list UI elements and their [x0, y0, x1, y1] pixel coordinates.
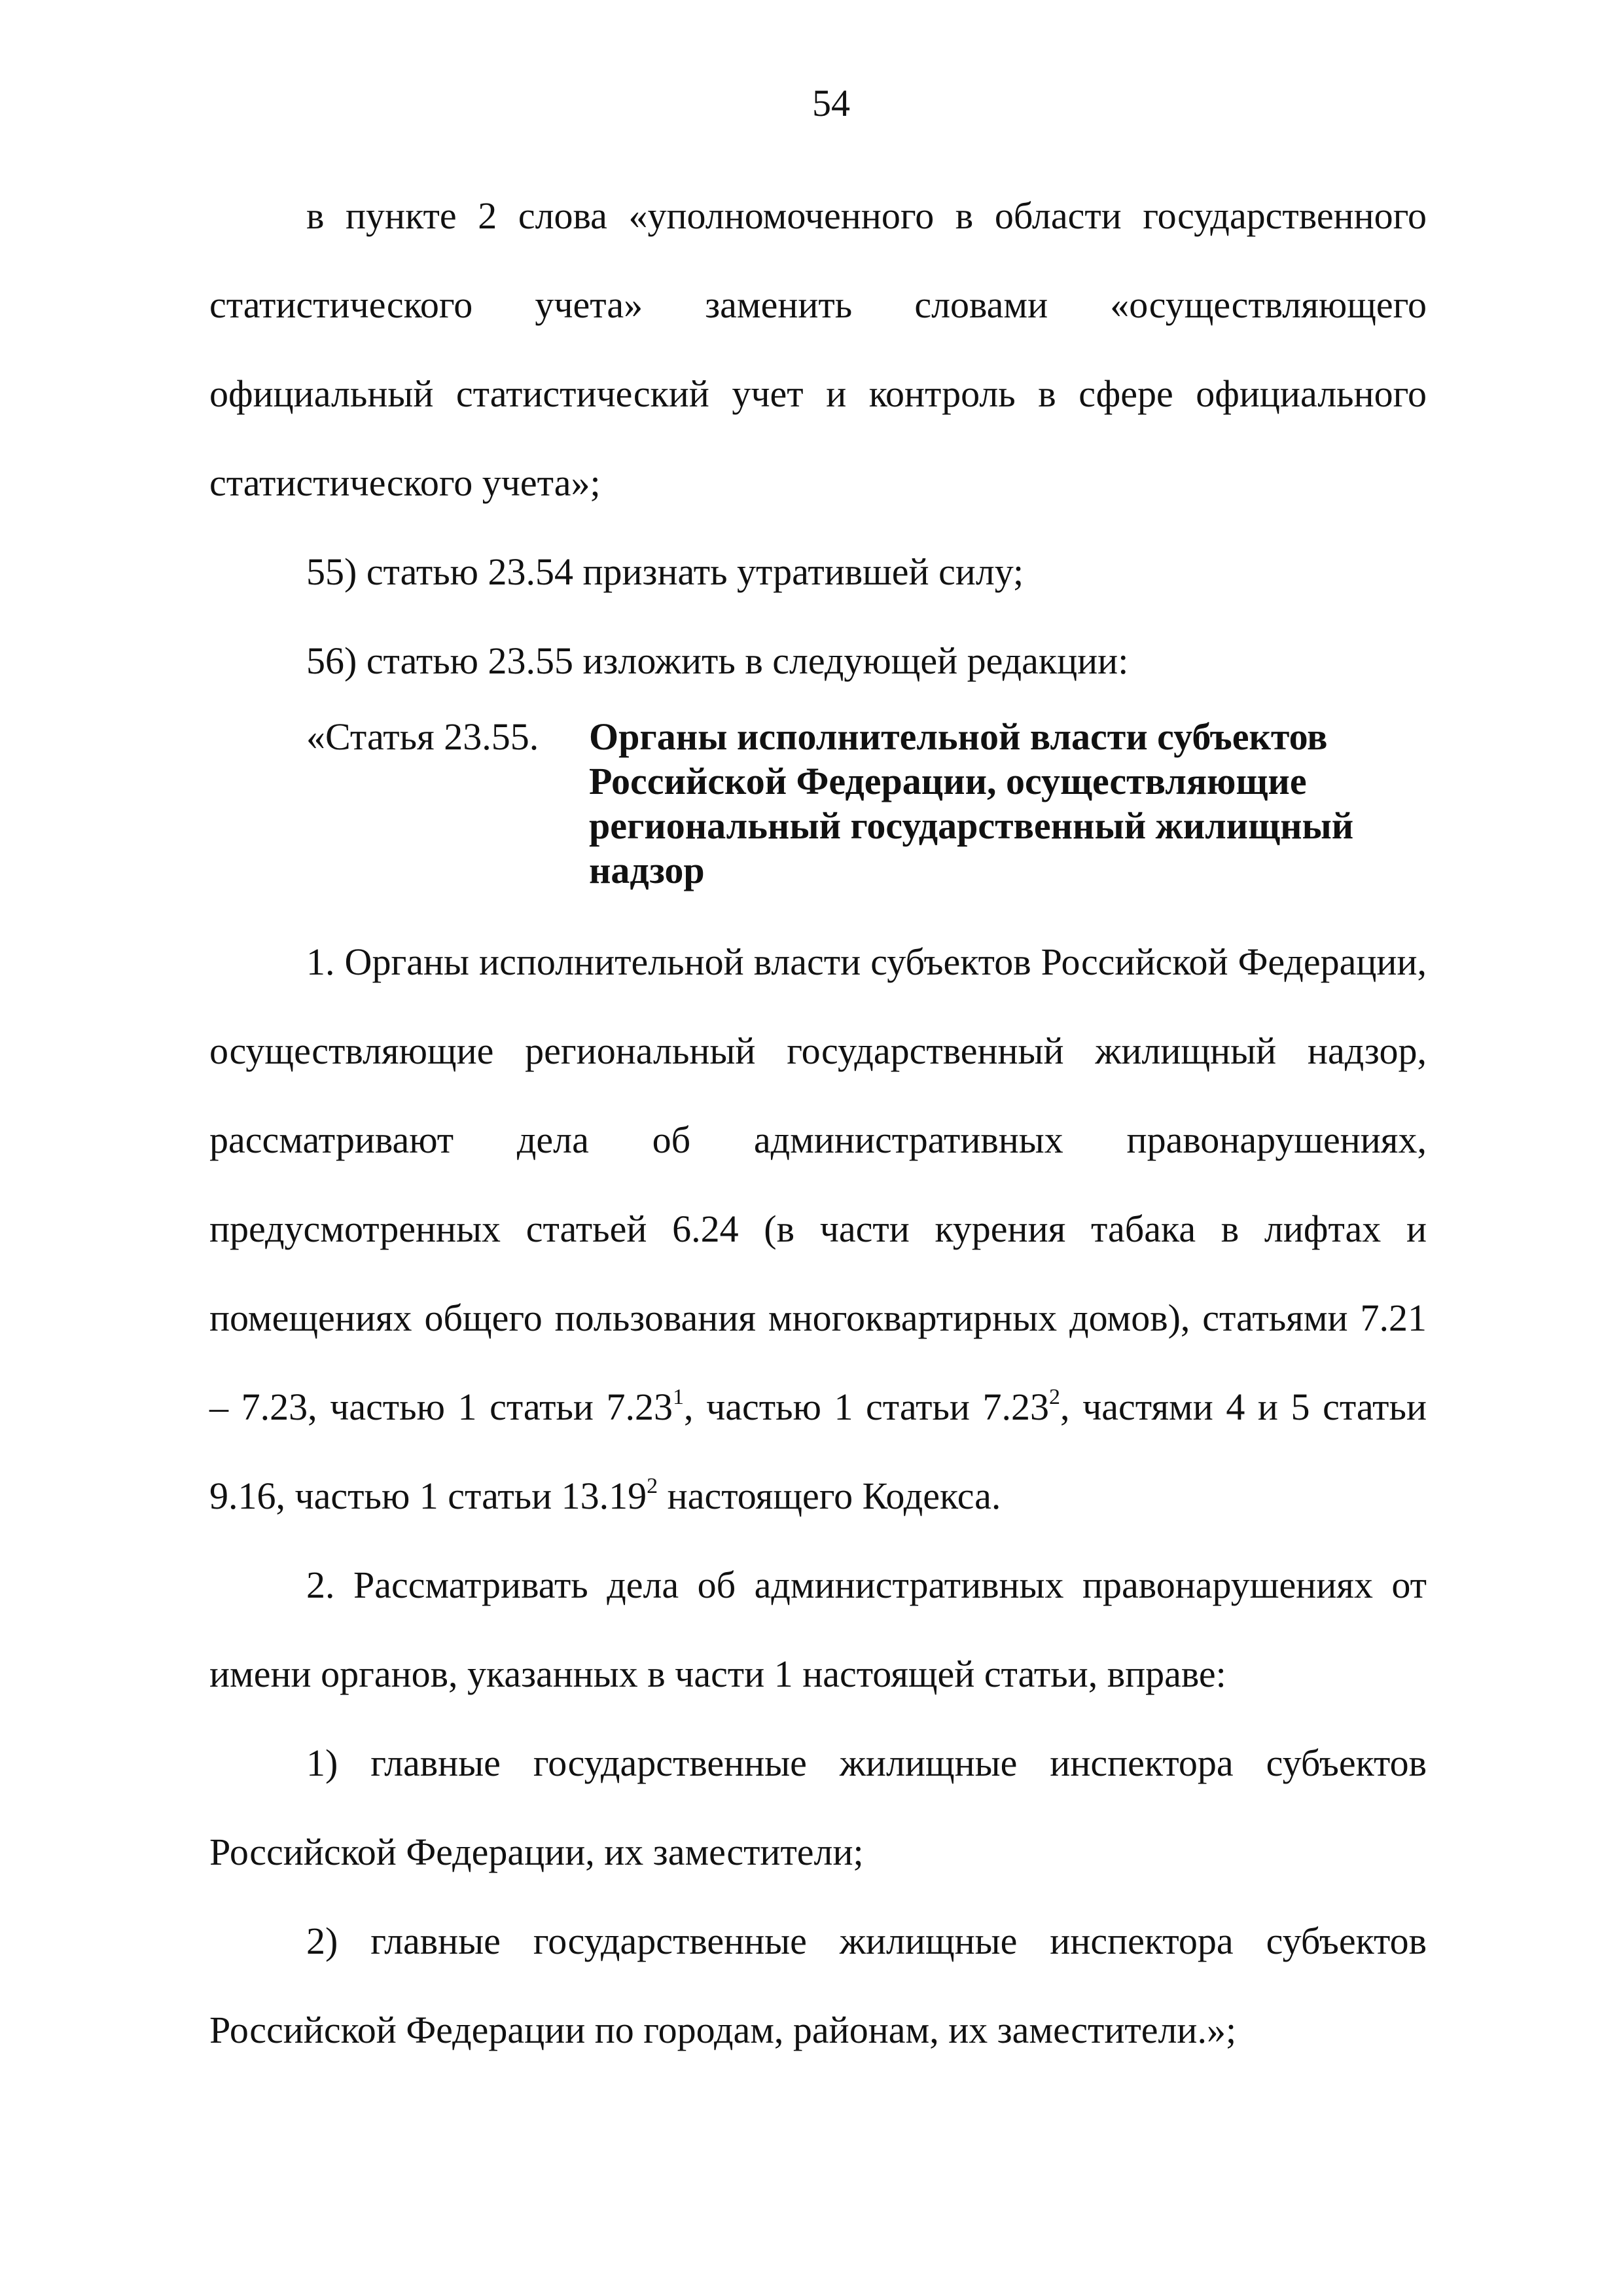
paragraph-statistics-amendment: в пункте 2 слова «уполномоченного в области государственного статистического учета» заменить словами «осуществляющего официальный статистический учет и контроль в сфере официального статистического учета»; [209, 194, 1427, 504]
article-heading [209, 715, 1427, 893]
part1-superscript-2: 2 [1049, 1385, 1061, 1409]
article-part-2-item-2: 2) главные государственные жилищные инспектора субъектов Российской Федерации по городам, районам, их заместители.»; [209, 1920, 1427, 2051]
article-part-1 [209, 918, 1427, 1541]
article-number: «Статья 23.55. [306, 715, 539, 758]
part1-text-2: , частью 1 статьи 7.23 [684, 1386, 1050, 1428]
part1-superscript-1: 1 [673, 1385, 685, 1409]
part1-text-1: 1. Органы исполнительной власти субъектов Российской Федерации, осуществляющие региональный государственный жилищный надзор, рассматривают дела об административных правонарушениях, предусмотренных статьей 6.24 (в части курения табака в лифтах и помещениях общего пользования многоквартирных домов), статьями 7.21 – 7.23, частью 1 статьи 7.23 [209, 941, 1427, 1428]
article-part-2: 2. Рассматривать дела об административных правонарушениях от имени органов, указанных в части 1 настоящей статьи, вправе: [209, 1564, 1427, 1695]
page-number: 54 [812, 82, 850, 124]
part1-superscript-3: 2 [647, 1474, 658, 1498]
paragraph-item-55: 55) статью 23.54 признать утратившей силу; [306, 550, 1024, 593]
part1-text-3: , частями 4 и 5 статьи 9.16, частью 1 статьи 13.19 [209, 1386, 1427, 1517]
part1-text-4: настоящего Кодекса. [658, 1475, 1001, 1517]
document-body [209, 171, 1427, 2075]
article-part-2-item-1: 1) главные государственные жилищные инспектора субъектов Российской Федерации, их заместители; [209, 1742, 1427, 1873]
paragraph-item-56: 56) статью 23.55 изложить в следующей редакции: [306, 639, 1129, 682]
article-title: Органы исполнительной власти субъектов Российской Федерации, осуществляющие региональный государственный жилищный надзор [589, 715, 1354, 891]
